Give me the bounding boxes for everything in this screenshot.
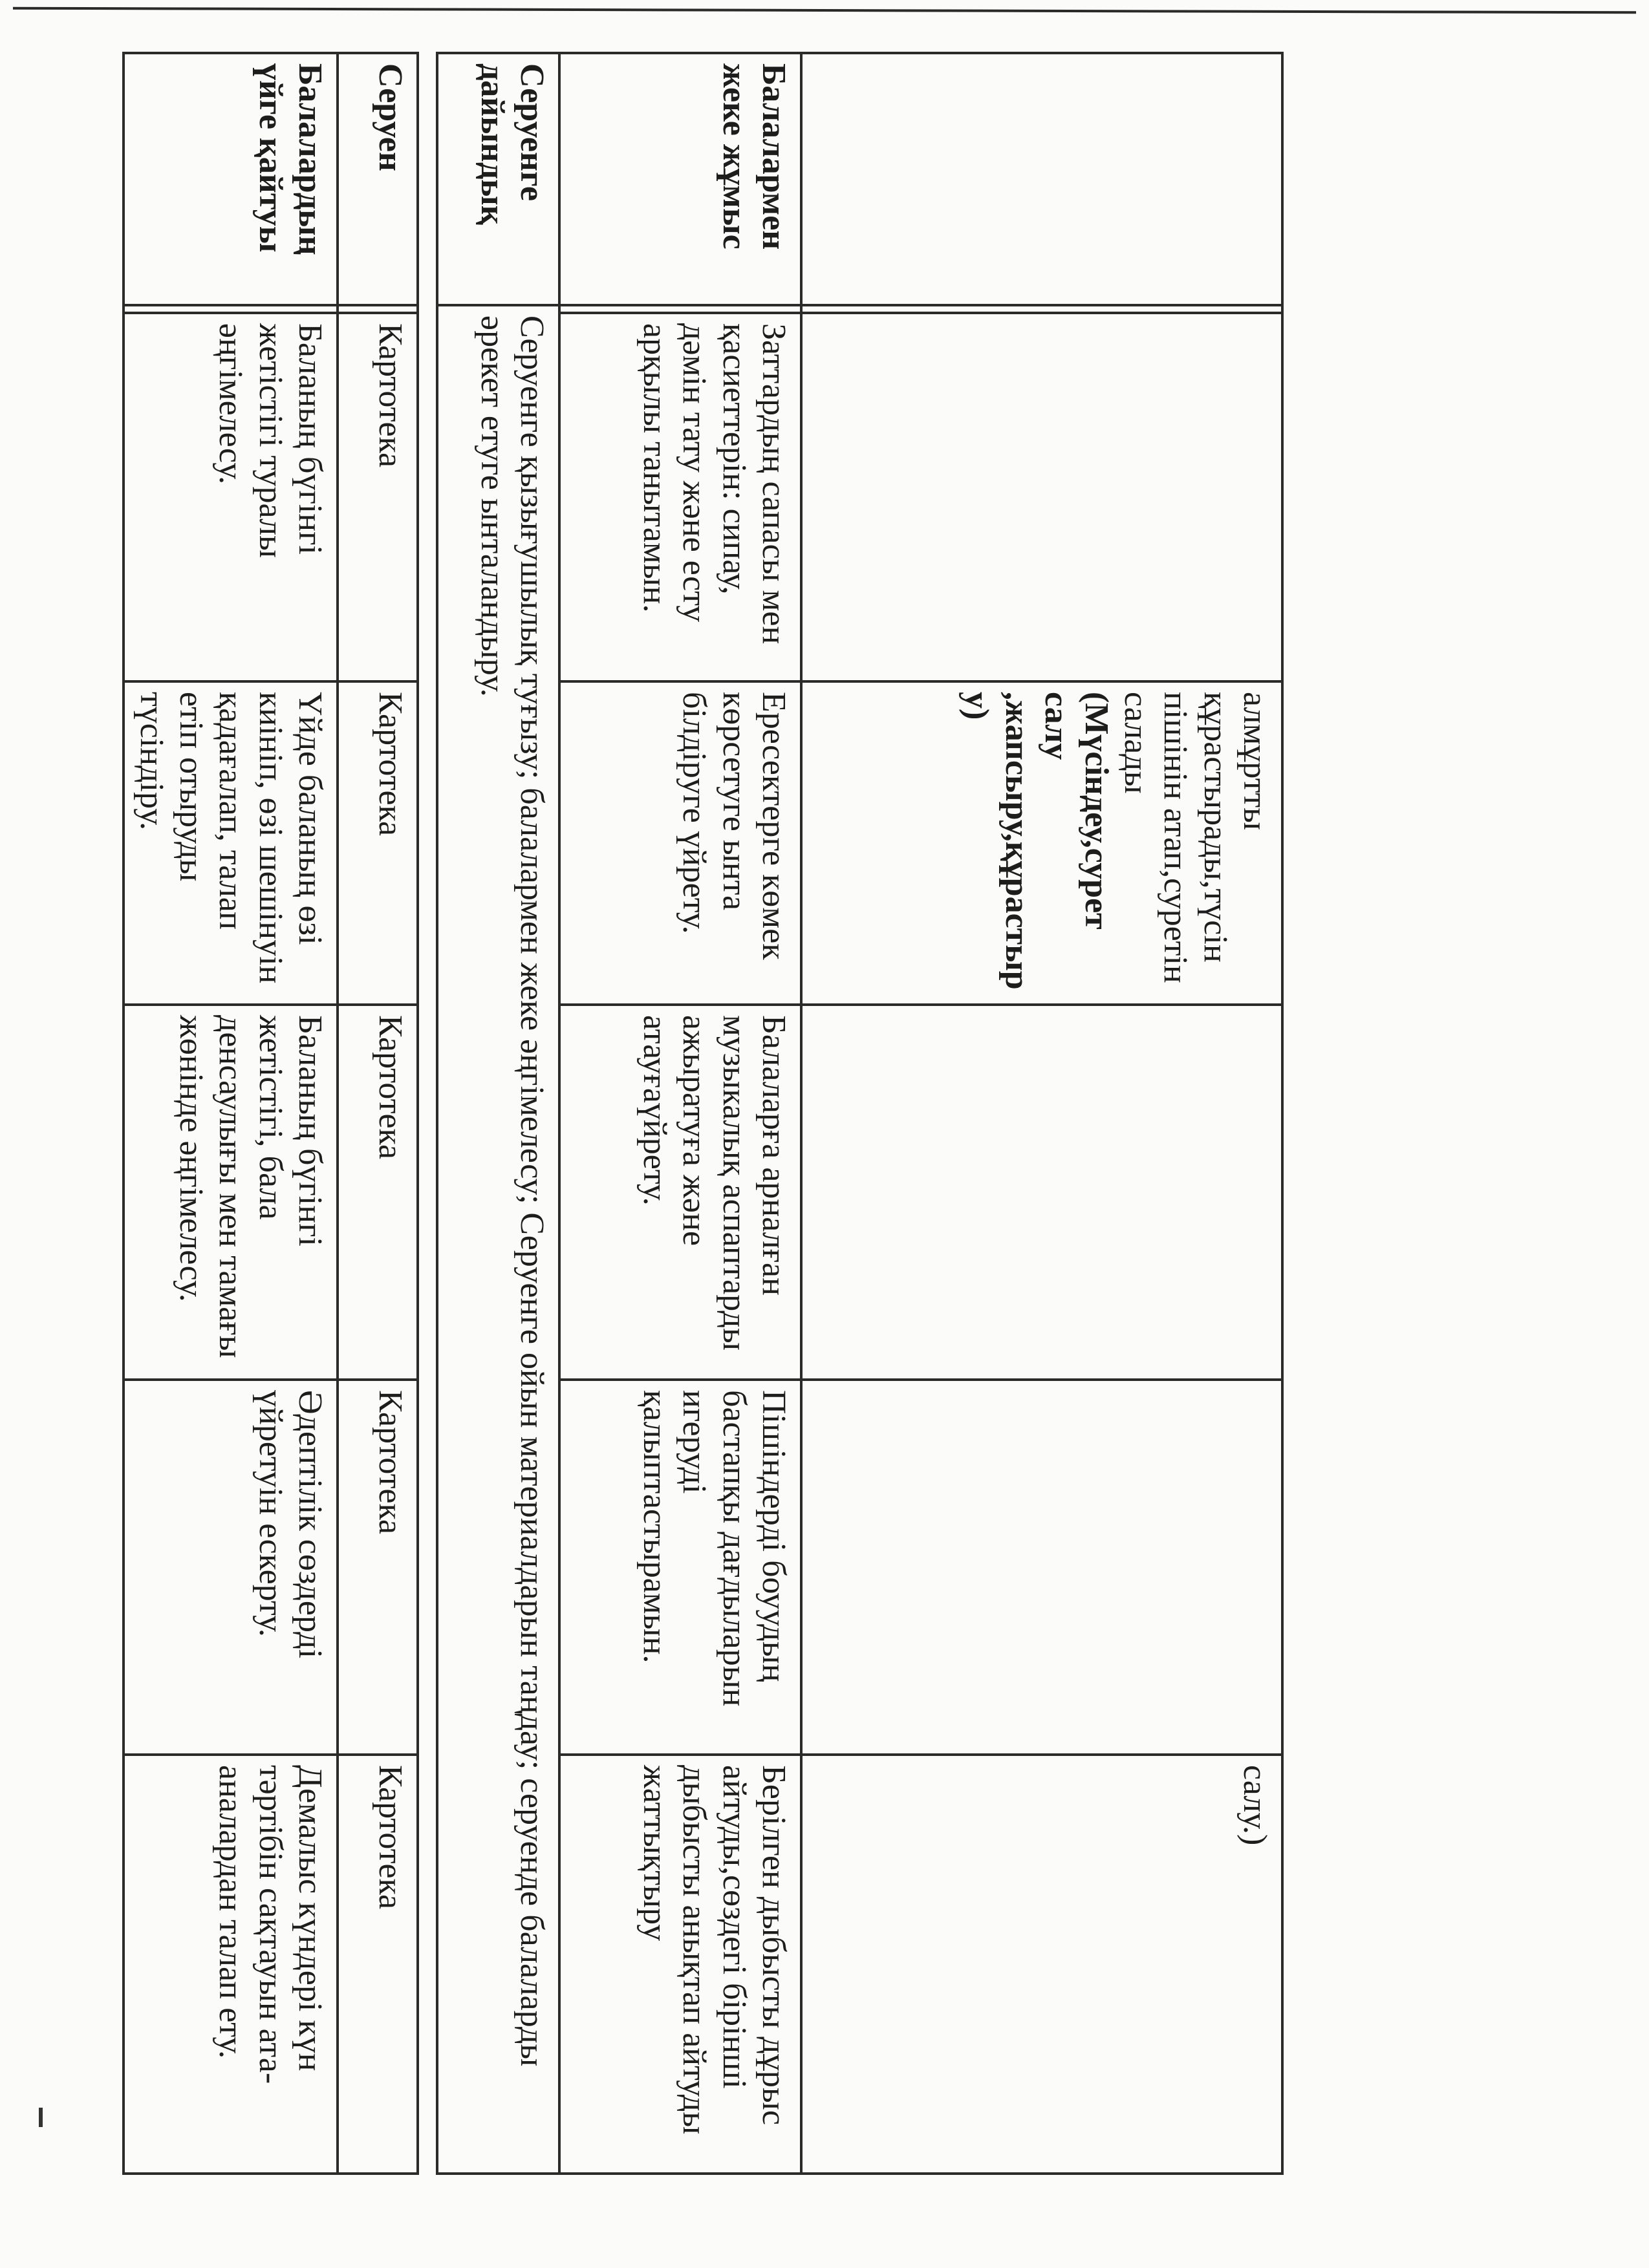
individual-cell-5: Берілген дыбысты дұрыс айтуды,сөздегі бірінші дыбысты анықтап айтуды жаттықтыру xyxy=(559,1755,801,2174)
cont-spacer-cell xyxy=(801,305,1282,313)
schedule-table xyxy=(122,52,1284,2175)
home-cell-5: Демалыс күндері күн тәртібін сақтауын ата-аналардан талап ету. xyxy=(124,1755,338,2174)
walk-spacer xyxy=(338,305,418,313)
row-individual-work xyxy=(559,53,801,2174)
cont-label-cell xyxy=(801,53,1282,305)
home-cell-2: Үйде баланың өзі киініп, өзі шешінуін қадағалап, талап етіп отыруды түсіндіру. xyxy=(124,681,338,1005)
cont-cell-5-text: салу.) xyxy=(1236,1765,1273,1846)
row-walk xyxy=(338,53,418,2174)
scan-mark xyxy=(39,2108,43,2127)
walk-cell-2: Картотека xyxy=(338,681,418,1005)
cont-cell-5 xyxy=(801,1755,1282,2174)
home-cell-3: Баланың бүгінгі жетістігі, бала денсаулығы мен тамағы жөнінде әңгімелесу. xyxy=(124,1005,338,1380)
cont-cell-2-text: алмұртты құрастырады,түсін пішінін атап,суретін салады xyxy=(1117,692,1273,983)
row-going-home xyxy=(124,53,338,2174)
cont-cell-4 xyxy=(801,1380,1282,1755)
home-label: Балалардың үйге қайтуы xyxy=(124,53,338,305)
row-continuation xyxy=(801,53,1282,2174)
individual-cell-4: Пішіндерді боуудың бастапқы дағдыларын игеруді қалыптастырамын. xyxy=(559,1380,801,1755)
home-cell-4: Әдептілік сөздерді үйретуін ескерту. xyxy=(124,1380,338,1755)
row-walk-prep xyxy=(437,53,559,2174)
cont-cell-3 xyxy=(801,1005,1282,1380)
row-gap xyxy=(418,53,437,2174)
walk-cell-5: Картотека xyxy=(338,1755,418,2174)
walk-prep-text: Серуенге қызығушылық туғызу; балалармен жеке әңгімелесу; Серуенге ойын материалдарын таңдау; серуенде балаларды әрекет етуге ынталандыру. xyxy=(437,305,559,2174)
cont-cell-2-bold: (Мүсіндеу,сурет салу ,жапсыру,құрастыру) xyxy=(958,692,1115,990)
walk-prep-label: Серуенге дайындық xyxy=(437,53,559,305)
gap-cell xyxy=(418,53,437,2174)
individual-spacer xyxy=(559,305,801,313)
cont-cell-1 xyxy=(801,313,1282,681)
walk-cell-3: Картотека xyxy=(338,1005,418,1380)
individual-cell-1: Заттардың сапасы мен қасиеттерін: сипау, дәмін тату және есту арқылы танытамын. xyxy=(559,313,801,681)
cont-cell-2 xyxy=(801,681,1282,1005)
rotated-page xyxy=(133,52,1284,2172)
home-cell-1: Баланың бүгінгі жетістігі туралы әңгімелесу. xyxy=(124,313,338,681)
individual-cell-3: Балаларға арналған музыкалық аспаптарды ажыратуға және атауғаүйрету. xyxy=(559,1005,801,1380)
walk-cell-1: Картотека xyxy=(338,313,418,681)
individual-label: Балалармен жеке жұмыс xyxy=(559,53,801,305)
scan-top-edge xyxy=(13,7,1636,14)
walk-label: Серуен xyxy=(338,53,418,305)
walk-cell-4: Картотека xyxy=(338,1380,418,1755)
home-spacer xyxy=(124,305,338,313)
individual-cell-2: Ересектерге көмек көрсетуге ынта білдіруге үйрету. xyxy=(559,681,801,1005)
